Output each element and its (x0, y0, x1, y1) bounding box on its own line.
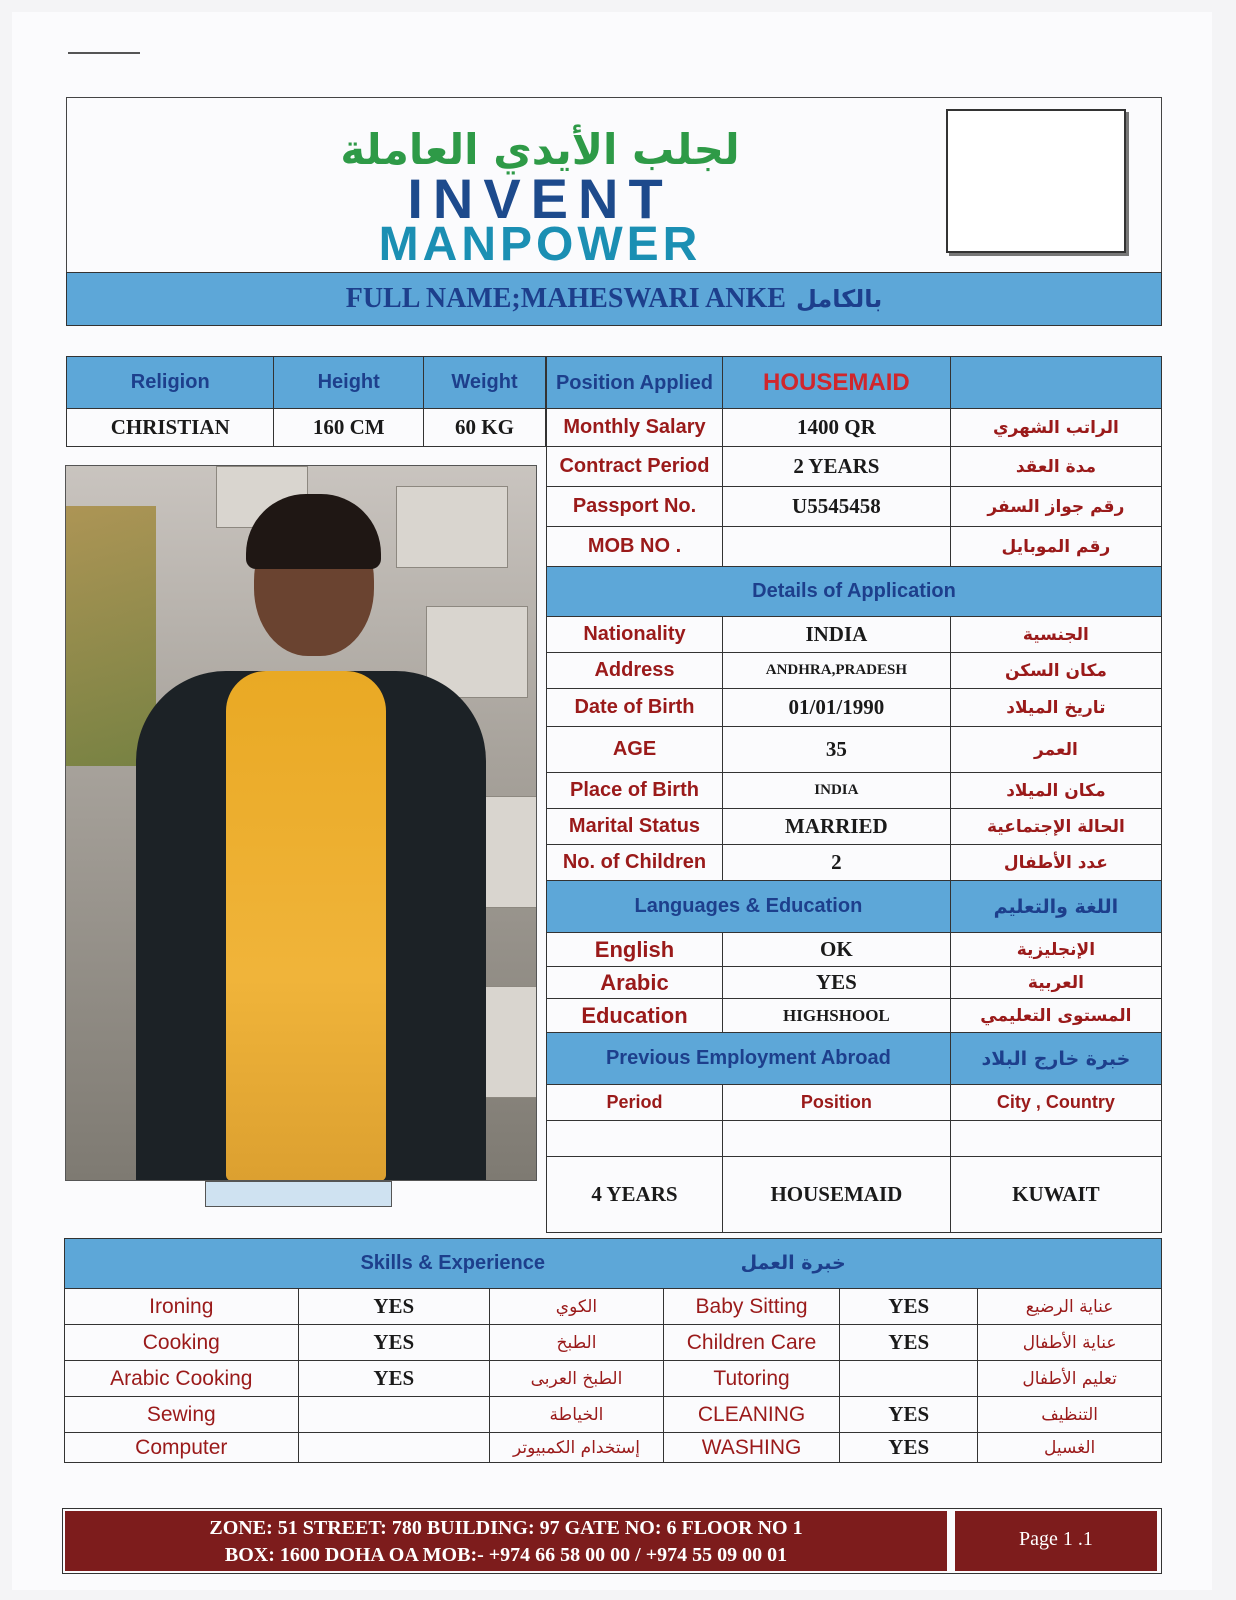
nationality-arabic: الجنسية (950, 617, 1161, 653)
position-arabic-cell (950, 357, 1161, 409)
skill-cooking-label: Cooking (65, 1325, 299, 1361)
skill-cleaning-label: CLEANING (663, 1397, 839, 1433)
skill-babysitting-label: Baby Sitting (663, 1289, 839, 1325)
company-logo (260, 125, 820, 271)
skill-sewing-label: Sewing (65, 1397, 299, 1433)
skill-cleaning-value: YES (840, 1397, 978, 1433)
skill-arabic-cooking-arabic: الطبخ العربى (490, 1361, 664, 1397)
address-arabic: مكان السكن (950, 653, 1161, 689)
dob-arabic: تاريخ الميلاد (950, 689, 1161, 727)
logo-line1: INVENT (407, 167, 673, 230)
english-label: English (547, 933, 723, 967)
height-value: 160 CM (274, 409, 423, 447)
footer (62, 1508, 1162, 1574)
employment-row2-position: HOUSEMAID (722, 1157, 950, 1233)
mobile-arabic: رقم الموبايل (950, 527, 1161, 567)
languages-header: Languages & Education (547, 881, 951, 933)
employment-row2-period: 4 YEARS (547, 1157, 723, 1233)
corner-mark (68, 52, 140, 54)
employment-row1-position (722, 1121, 950, 1157)
skill-childcare-arabic: عناية الأطفال (978, 1325, 1162, 1361)
header-border (66, 97, 1162, 98)
skill-babysitting-value: YES (840, 1289, 978, 1325)
children-value: 2 (722, 845, 950, 881)
weight-value: 60 KG (423, 409, 545, 447)
full-name-arabic: بالكامل (795, 285, 883, 313)
salary-label: Monthly Salary (547, 409, 723, 447)
age-value: 35 (722, 727, 950, 773)
skill-arabic-cooking-value: YES (298, 1361, 489, 1397)
salary-arabic: الراتب الشهري (950, 409, 1161, 447)
skill-cooking-arabic: الطبخ (490, 1325, 664, 1361)
skills-header (65, 1239, 1162, 1289)
contract-period-value: 2 YEARS (722, 447, 950, 487)
contract-period-arabic: مدة العقد (950, 447, 1161, 487)
header-border-right (1161, 97, 1162, 272)
employment-row1-period (547, 1121, 723, 1157)
skill-computer-label: Computer (65, 1433, 299, 1463)
employment-row2-city: KUWAIT (950, 1157, 1161, 1233)
full-name-bar (66, 272, 1162, 326)
skill-cleaning-arabic: التنظيف (978, 1397, 1162, 1433)
arabic-value: YES (722, 967, 950, 999)
nationality-value: INDIA (722, 617, 950, 653)
skill-babysitting-arabic: عناية الرضيع (978, 1289, 1162, 1325)
pob-label: Place of Birth (547, 773, 723, 809)
employment-row1-city (950, 1121, 1161, 1157)
contract-period-label: Contract Period (547, 447, 723, 487)
height-header: Height (274, 357, 423, 409)
details-header: Details of Application (547, 567, 1162, 617)
dob-label: Date of Birth (547, 689, 723, 727)
skill-sewing-value (298, 1397, 489, 1433)
skill-washing-label: WASHING (663, 1433, 839, 1463)
english-value: OK (722, 933, 950, 967)
logo-arabic-text: لجلب الأيدي العاملة (340, 125, 740, 174)
skill-tutoring-arabic: تعليم الأطفال (978, 1361, 1162, 1397)
skills-title-arabic: خبرة العمل (740, 1252, 846, 1274)
weight-header: Weight (423, 357, 545, 409)
employment-col-period: Period (547, 1085, 723, 1121)
skill-tutoring-value (840, 1361, 978, 1397)
skill-childcare-value: YES (840, 1325, 978, 1361)
skill-childcare-label: Children Care (663, 1325, 839, 1361)
marital-value: MARRIED (722, 809, 950, 845)
pob-value: INDIA (722, 773, 950, 809)
languages-header-arabic: اللغة والتعليم (950, 881, 1161, 933)
skills-title: Skills & Experience (360, 1252, 545, 1274)
skill-cooking-value: YES (298, 1325, 489, 1361)
passport-arabic: رقم جواز السفر (950, 487, 1161, 527)
pob-arabic: مكان الميلاد (950, 773, 1161, 809)
arabic-arabic: العربية (950, 967, 1161, 999)
employment-col-position: Position (722, 1085, 950, 1121)
footer-address-line2: BOX: 1600 DOHA OA MOB:- +974 66 58 00 00 / +974 55 09 00 01 (224, 1544, 788, 1566)
page-number: Page 1 .1 (955, 1511, 1157, 1571)
age-arabic: العمر (950, 727, 1161, 773)
photo-caption-box (205, 1181, 392, 1207)
employment-col-city: City , Country (950, 1085, 1161, 1121)
logo-line2: MANPOWER (378, 218, 702, 271)
english-arabic: الإنجليزية (950, 933, 1161, 967)
footer-address-line1: ZONE: 51 STREET: 780 BUILDING: 97 GATE NO: 6 FLOOR NO 1 (209, 1517, 803, 1539)
skill-tutoring-label: Tutoring (663, 1361, 839, 1397)
children-label: No. of Children (547, 845, 723, 881)
employment-header-arabic: خبرة خارج البلاد (950, 1033, 1161, 1085)
education-value: HIGHSHOOL (722, 999, 950, 1033)
religion-header: Religion (67, 357, 274, 409)
age-label: AGE (547, 727, 723, 773)
passport-label: Passport No. (547, 487, 723, 527)
address-label: Address (547, 653, 723, 689)
passport-value: U5545458 (722, 487, 950, 527)
skill-computer-arabic: إستخدام الكمبيوتر (490, 1433, 664, 1463)
skill-ironing-arabic: الكوي (490, 1289, 664, 1325)
salary-value: 1400 QR (722, 409, 950, 447)
religion-value: CHRISTIAN (67, 409, 274, 447)
education-label: Education (547, 999, 723, 1033)
position-header: Position Applied (547, 357, 723, 409)
children-arabic: عدد الأطفال (950, 845, 1161, 881)
full-name: FULL NAME;MAHESWARI ANKE (345, 283, 786, 314)
mobile-label: MOB NO . (547, 527, 723, 567)
arabic-label: Arabic (547, 967, 723, 999)
employment-header: Previous Employment Abroad (547, 1033, 951, 1085)
footer-address (65, 1511, 947, 1571)
basic-info-table (66, 356, 546, 447)
mobile-value (722, 527, 950, 567)
education-arabic: المستوى التعليمي (950, 999, 1161, 1033)
marital-label: Marital Status (547, 809, 723, 845)
skill-washing-value: YES (840, 1433, 978, 1463)
candidate-photo (65, 465, 537, 1181)
skills-table (64, 1238, 1162, 1463)
skill-sewing-arabic: الخياطة (490, 1397, 664, 1433)
application-details-table (546, 356, 1162, 1233)
marital-arabic: الحالة الإجتماعية (950, 809, 1161, 845)
passport-photo-box (946, 109, 1126, 253)
nationality-label: Nationality (547, 617, 723, 653)
skill-ironing-value: YES (298, 1289, 489, 1325)
header-border-left (66, 97, 67, 272)
dob-value: 01/01/1990 (722, 689, 950, 727)
position-value: HOUSEMAID (722, 357, 950, 409)
skill-ironing-label: Ironing (65, 1289, 299, 1325)
address-value: ANDHRA,PRADESH (722, 653, 950, 689)
skill-washing-arabic: الغسيل (978, 1433, 1162, 1463)
skill-arabic-cooking-label: Arabic Cooking (65, 1361, 299, 1397)
skill-computer-value (298, 1433, 489, 1463)
